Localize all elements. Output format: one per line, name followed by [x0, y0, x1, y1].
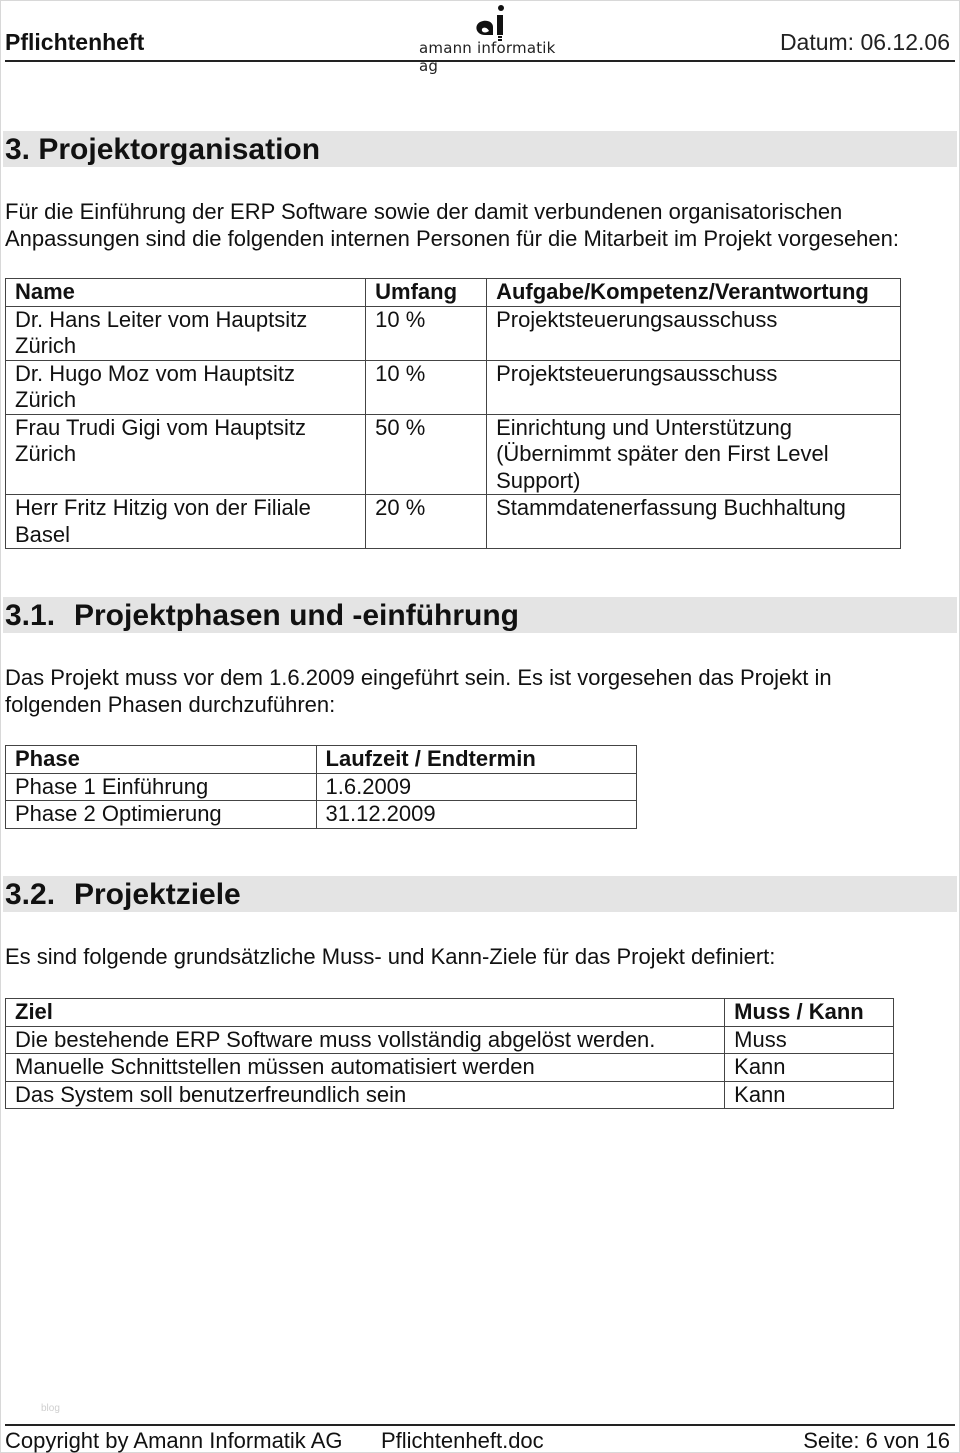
subsection-intro-text: Das Projekt muss vor dem 1.6.2009 eingeführt sein. Es ist vorgesehen das Projekt in folgenden Phasen durchzuführen: — [5, 665, 832, 717]
table-cell: 1.6.2009 — [316, 773, 636, 801]
table-cell: Manuelle Schnittstellen müssen automatisiert werden — [6, 1054, 725, 1082]
table-cell: Projektsteuerungsausschuss — [487, 360, 901, 414]
footer-divider — [5, 1424, 955, 1426]
footer-page-number: Seite: 6 von 16 — [803, 1428, 950, 1453]
company-logo — [419, 3, 559, 75]
section-intro-text: Für die Einführung der ERP Software sowie der damit verbundenen organisatorischen Anpassungen sind die folgenden internen Personen für die Mitarbeit im Projekt vorgesehen: — [5, 199, 899, 251]
table-cell: Phase 2 Optimierung — [6, 801, 317, 829]
table-cell: Projektsteuerungsausschuss — [487, 306, 901, 360]
table-cell: 50 % — [366, 414, 487, 495]
table-cell: Die bestehende ERP Software muss vollständig abgelöst werden. — [6, 1026, 725, 1054]
table-cell: 31.12.2009 — [316, 801, 636, 829]
table-header-row — [6, 279, 901, 307]
table-cell: Das System soll benutzerfreundlich sein — [6, 1081, 725, 1109]
table-row — [6, 306, 901, 360]
table-cell: Herr Fritz Hitzig von der Filiale Basel — [6, 495, 366, 549]
table-row — [6, 1026, 894, 1054]
logo-text: amann informatik ag — [419, 39, 556, 75]
footer-copyright: Copyright by Amann Informatik AG — [5, 1428, 343, 1453]
logo-mark-icon — [419, 3, 559, 43]
table-cell: Frau Trudi Gigi vom Hauptsitz Zürich — [6, 414, 366, 495]
column-header-laufzeit: Laufzeit / Endtermin — [316, 746, 636, 774]
column-header-umfang: Umfang — [366, 279, 487, 307]
table-cell: 10 % — [366, 360, 487, 414]
watermark-text: blog — [41, 1403, 60, 1414]
table-cell: 20 % — [366, 495, 487, 549]
table-cell: Kann — [725, 1054, 894, 1082]
table-cell: Stammdatenerfassung Buchhaltung — [487, 495, 901, 549]
personnel-table — [5, 278, 901, 549]
subsection-number: 3.2. — [5, 878, 56, 911]
subsection-heading: Projektphasen und -einführung — [74, 599, 520, 632]
document-title: Pflichtenheft — [5, 29, 145, 55]
subsection-heading: Projektziele — [74, 878, 241, 911]
table-row — [6, 1054, 894, 1082]
table-cell: Phase 1 Einführung — [6, 773, 317, 801]
table-cell: Muss — [725, 1026, 894, 1054]
subsection-intro-text: Es sind folgende grundsätzliche Muss- und Kann-Ziele für das Projekt definiert: — [5, 944, 776, 969]
header-divider — [5, 60, 955, 62]
table-header-row — [6, 746, 637, 774]
footer-filename: Pflichtenheft.doc — [381, 1428, 544, 1453]
column-header-name: Name — [6, 279, 366, 307]
table-cell: Dr. Hugo Moz vom Hauptsitz Zürich — [6, 360, 366, 414]
document-date: Datum: 06.12.06 — [779, 29, 950, 55]
column-header-aufgabe: Aufgabe/Kompetenz/Verantwortung — [487, 279, 901, 307]
column-header-muss-kann: Muss / Kann — [725, 999, 894, 1027]
subsection-number: 3.1. — [5, 599, 56, 632]
section-heading: 3. Projektorganisation — [5, 133, 321, 166]
column-header-phase: Phase — [6, 746, 317, 774]
table-row — [6, 773, 637, 801]
table-row — [6, 360, 901, 414]
table-cell: Kann — [725, 1081, 894, 1109]
column-header-ziel: Ziel — [6, 999, 725, 1027]
table-row — [6, 1081, 894, 1109]
table-row — [6, 495, 901, 549]
table-cell: 10 % — [366, 306, 487, 360]
table-row — [6, 414, 901, 495]
goals-table — [5, 998, 894, 1109]
table-cell: Einrichtung und Unterstützung (Übernimmt später den First Level Support) — [487, 414, 901, 495]
section-heading-bar — [3, 131, 957, 167]
table-header-row — [6, 999, 894, 1027]
subsection-heading-bar — [3, 597, 957, 633]
subsection-heading-bar — [3, 876, 957, 912]
table-row — [6, 801, 637, 829]
table-cell: Dr. Hans Leiter vom Hauptsitz Zürich — [6, 306, 366, 360]
phases-table — [5, 745, 637, 829]
